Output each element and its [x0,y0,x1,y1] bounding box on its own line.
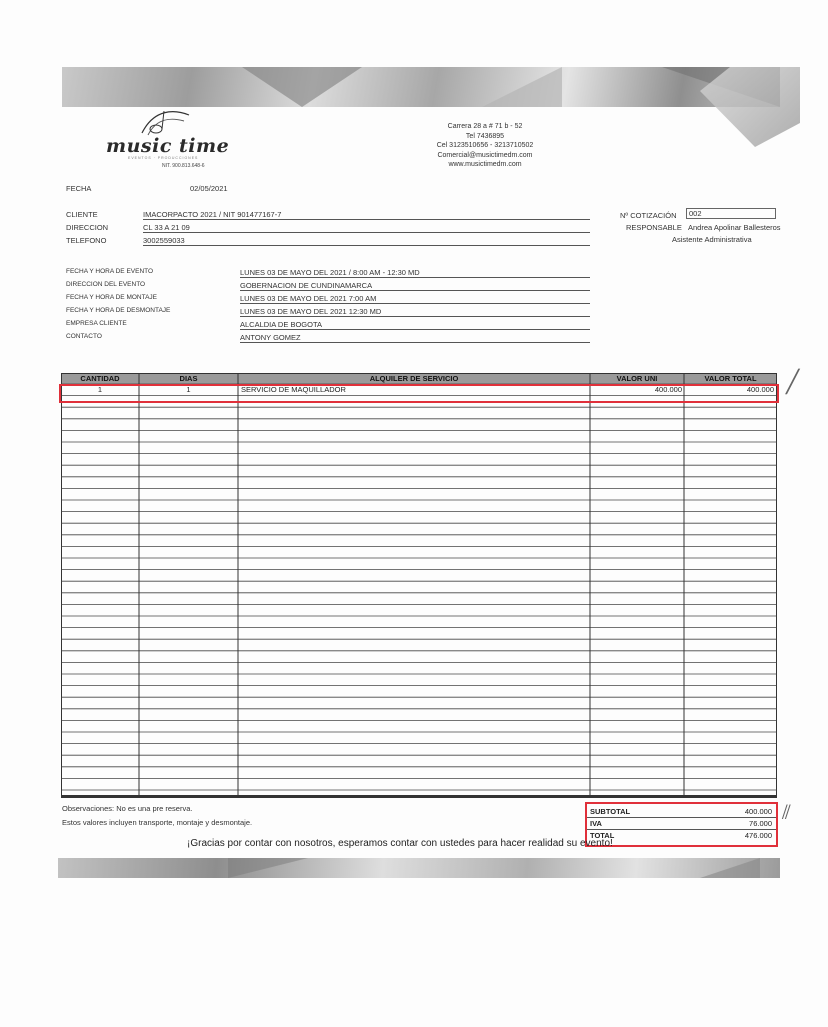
row-valor-total: 400.000 [746,385,774,394]
contacto-value: ANTONY GOMEZ [240,333,590,343]
header-servicio: ALQUILER DE SERVICIO [369,374,459,383]
subtotal-label: SUBTOTAL [590,807,631,816]
corner-decoration [700,67,800,147]
header-cantidad: CANTIDAD [80,374,120,383]
tick-marks-icon: ⫽ [782,800,791,824]
note-swirl-icon [134,105,194,139]
service-table [61,373,777,798]
totals-highlight [585,802,778,847]
iva-value: 76.000 [749,819,772,828]
responsable-value: Andrea Apolinar Ballesteros [688,223,781,232]
table-grid [61,373,777,798]
direccion-evento-value: GOBERNACION DE CUNDINAMARCA [240,281,590,291]
direccion-evento-label: DIRECCION DEL EVENTO [66,281,146,288]
desmontaje-value: LUNES 03 DE MAYO DEL 2021 12:30 MD [240,307,590,317]
subtotal-value: 400.000 [744,807,772,816]
fecha-label: FECHA [66,184,92,193]
header-valor-total: VALOR TOTAL [704,374,757,383]
telefono-value: 3002559033 [143,236,590,246]
montaje-value: LUNES 03 DE MAYO DEL 2021 7:00 AM [240,294,590,304]
footer-banner [58,858,780,878]
header-valor-uni: VALOR UNI [616,374,658,383]
empresa-value: ALCALDIA DE BOGOTA [240,320,590,330]
company-cel: Cel 3123510656 - 3213710502 [436,142,534,149]
thanks-message: ¡Gracias por contar con nosotros, esperamos contar con ustedes para hacer realidad su evento! [187,838,613,849]
total-value: 476.000 [744,831,772,840]
header-banner [62,67,780,107]
cotizacion-label: Nº COTIZACIÓN [620,211,677,220]
company-web: www.musictimedm.com [448,161,522,168]
fecha-evento-label: FECHA Y HORA DE EVENTO [66,268,154,275]
responsable-cargo: Asistente Administrativa [672,235,752,244]
company-contact [400,122,570,170]
logo-subtitle: EVENTOS · PRODUCCIONES [128,156,199,160]
row-highlight [59,384,779,403]
check-mark-icon: ╱ [786,370,800,395]
company-address: Carrera 28 a # 71 b - 52 [447,123,523,130]
direccion-label: DIRECCION [66,223,109,232]
telefono-label: TELEFONO [66,236,107,245]
row-dias: 1 [186,385,191,394]
observaciones-line1: Observaciones: No es una pre reserva. [62,804,193,813]
company-email: Comercial@musictimedm.com [437,151,533,159]
cotizacion-value: 002 [686,208,776,219]
logo-wordmark: music time [106,135,230,157]
responsable-label: RESPONSABLE [626,223,682,232]
empresa-label: EMPRESA CLIENTE [66,320,127,327]
fecha-value: 02/05/2021 [190,184,228,193]
company-tel: Tel 7436895 [465,132,505,140]
fecha-evento-value: LUNES 03 DE MAYO DEL 2021 / 8:00 AM - 12:30 MD [240,268,590,278]
company-logo [100,105,230,170]
cliente-value: IMACORPACTO 2021 / NIT 901477167-7 [143,210,590,220]
observaciones-line2: Estos valores incluyen transporte, montaje y desmontaje. [62,818,253,827]
iva-label: IVA [590,819,602,828]
direccion-value: CL 33 A 21 09 [143,223,590,233]
company-nit: NIT. 900.813.648-6 [162,163,205,169]
row-cantidad: 1 [97,385,103,394]
header-dias: DIAS [179,374,198,383]
row-valor-uni: 400.000 [654,385,682,394]
contacto-label: CONTACTO [66,333,102,340]
total-label: TOTAL [590,831,615,840]
row-servicio: SERVICIO DE MAQUILLADOR [241,385,346,394]
desmontaje-label: FECHA Y HORA DE DESMONTAJE [66,307,171,314]
montaje-label: FECHA Y HORA DE MONTAJE [66,294,158,301]
cliente-label: CLIENTE [66,210,98,219]
